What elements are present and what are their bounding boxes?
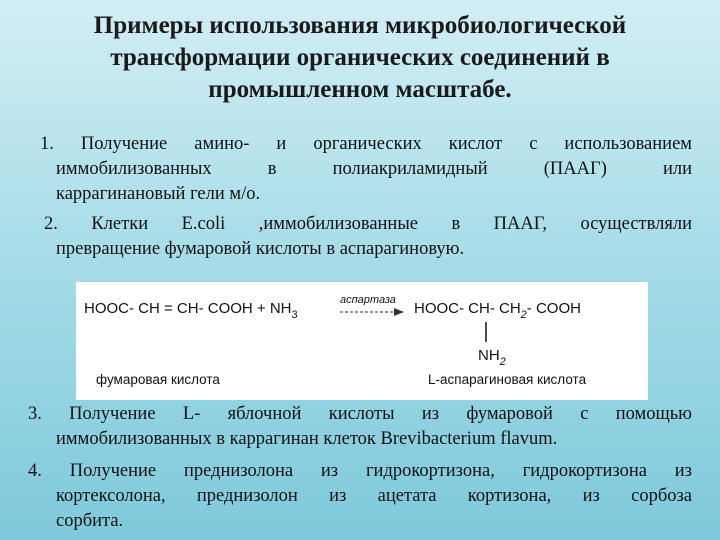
list-item-1-line-3: каррагинановый гели м/о. bbox=[56, 184, 261, 204]
reactant-formula: HOOC- CH = CH- COOH + $NH_3$ bbox=[84, 300, 298, 321]
product-formula: HOOC- CH- $CH_2-$ COOH bbox=[414, 300, 581, 321]
list-item-1 bbox=[40, 132, 692, 207]
list-item-2-line-1: 2. Клетки E.coli ,иммобилизованные в ПААГ, осуществляли bbox=[44, 214, 692, 234]
list-item-4-line-3: сорбита. bbox=[56, 511, 124, 531]
list-item-1-line-2: иммобилизованных в полиакриламидный (ПААГ) или bbox=[56, 159, 692, 179]
enzyme-label: аспартаза bbox=[340, 294, 396, 306]
product-name: L-аспарагиновая кислота bbox=[428, 372, 587, 387]
reaction-arrowhead bbox=[394, 308, 404, 316]
list-item-4-line-1: 4. Получение преднизолона из гидрокортизона, гидрокортизона из bbox=[28, 461, 692, 481]
list-item-3-line-1: 3. Получение L- яблочной кислоты из фумаровой с помощью bbox=[28, 404, 692, 424]
slide-title bbox=[40, 10, 680, 106]
list-item-3-line-2: иммобилизованных в каррагинан клеток Brevibacterium flavum. bbox=[56, 429, 558, 449]
list-item-2 bbox=[44, 212, 692, 262]
reactant-name: фумаровая кислота bbox=[96, 372, 220, 387]
title-line-1: Примеры использования микробиологической bbox=[93, 12, 627, 39]
title-line-3: промышленном масштабе. bbox=[208, 76, 512, 103]
title-line-2: трансформации органических соединений в bbox=[110, 44, 610, 71]
amino-group: $NH_2$ bbox=[478, 347, 506, 368]
list-item-2-line-2: превращение фумаровой кислоты в аспарагиновую. bbox=[56, 239, 465, 259]
reaction-figure bbox=[76, 282, 648, 400]
list-item-4 bbox=[28, 459, 692, 534]
list-item-3 bbox=[28, 402, 692, 452]
reaction-diagram bbox=[76, 282, 648, 400]
list-item-1-line-1: 1. Получение амино- и органических кислот с использованием bbox=[40, 134, 692, 154]
list-item-4-line-2: кортексолона, преднизолон из ацетата кортизона, из сорбоза bbox=[56, 486, 692, 506]
